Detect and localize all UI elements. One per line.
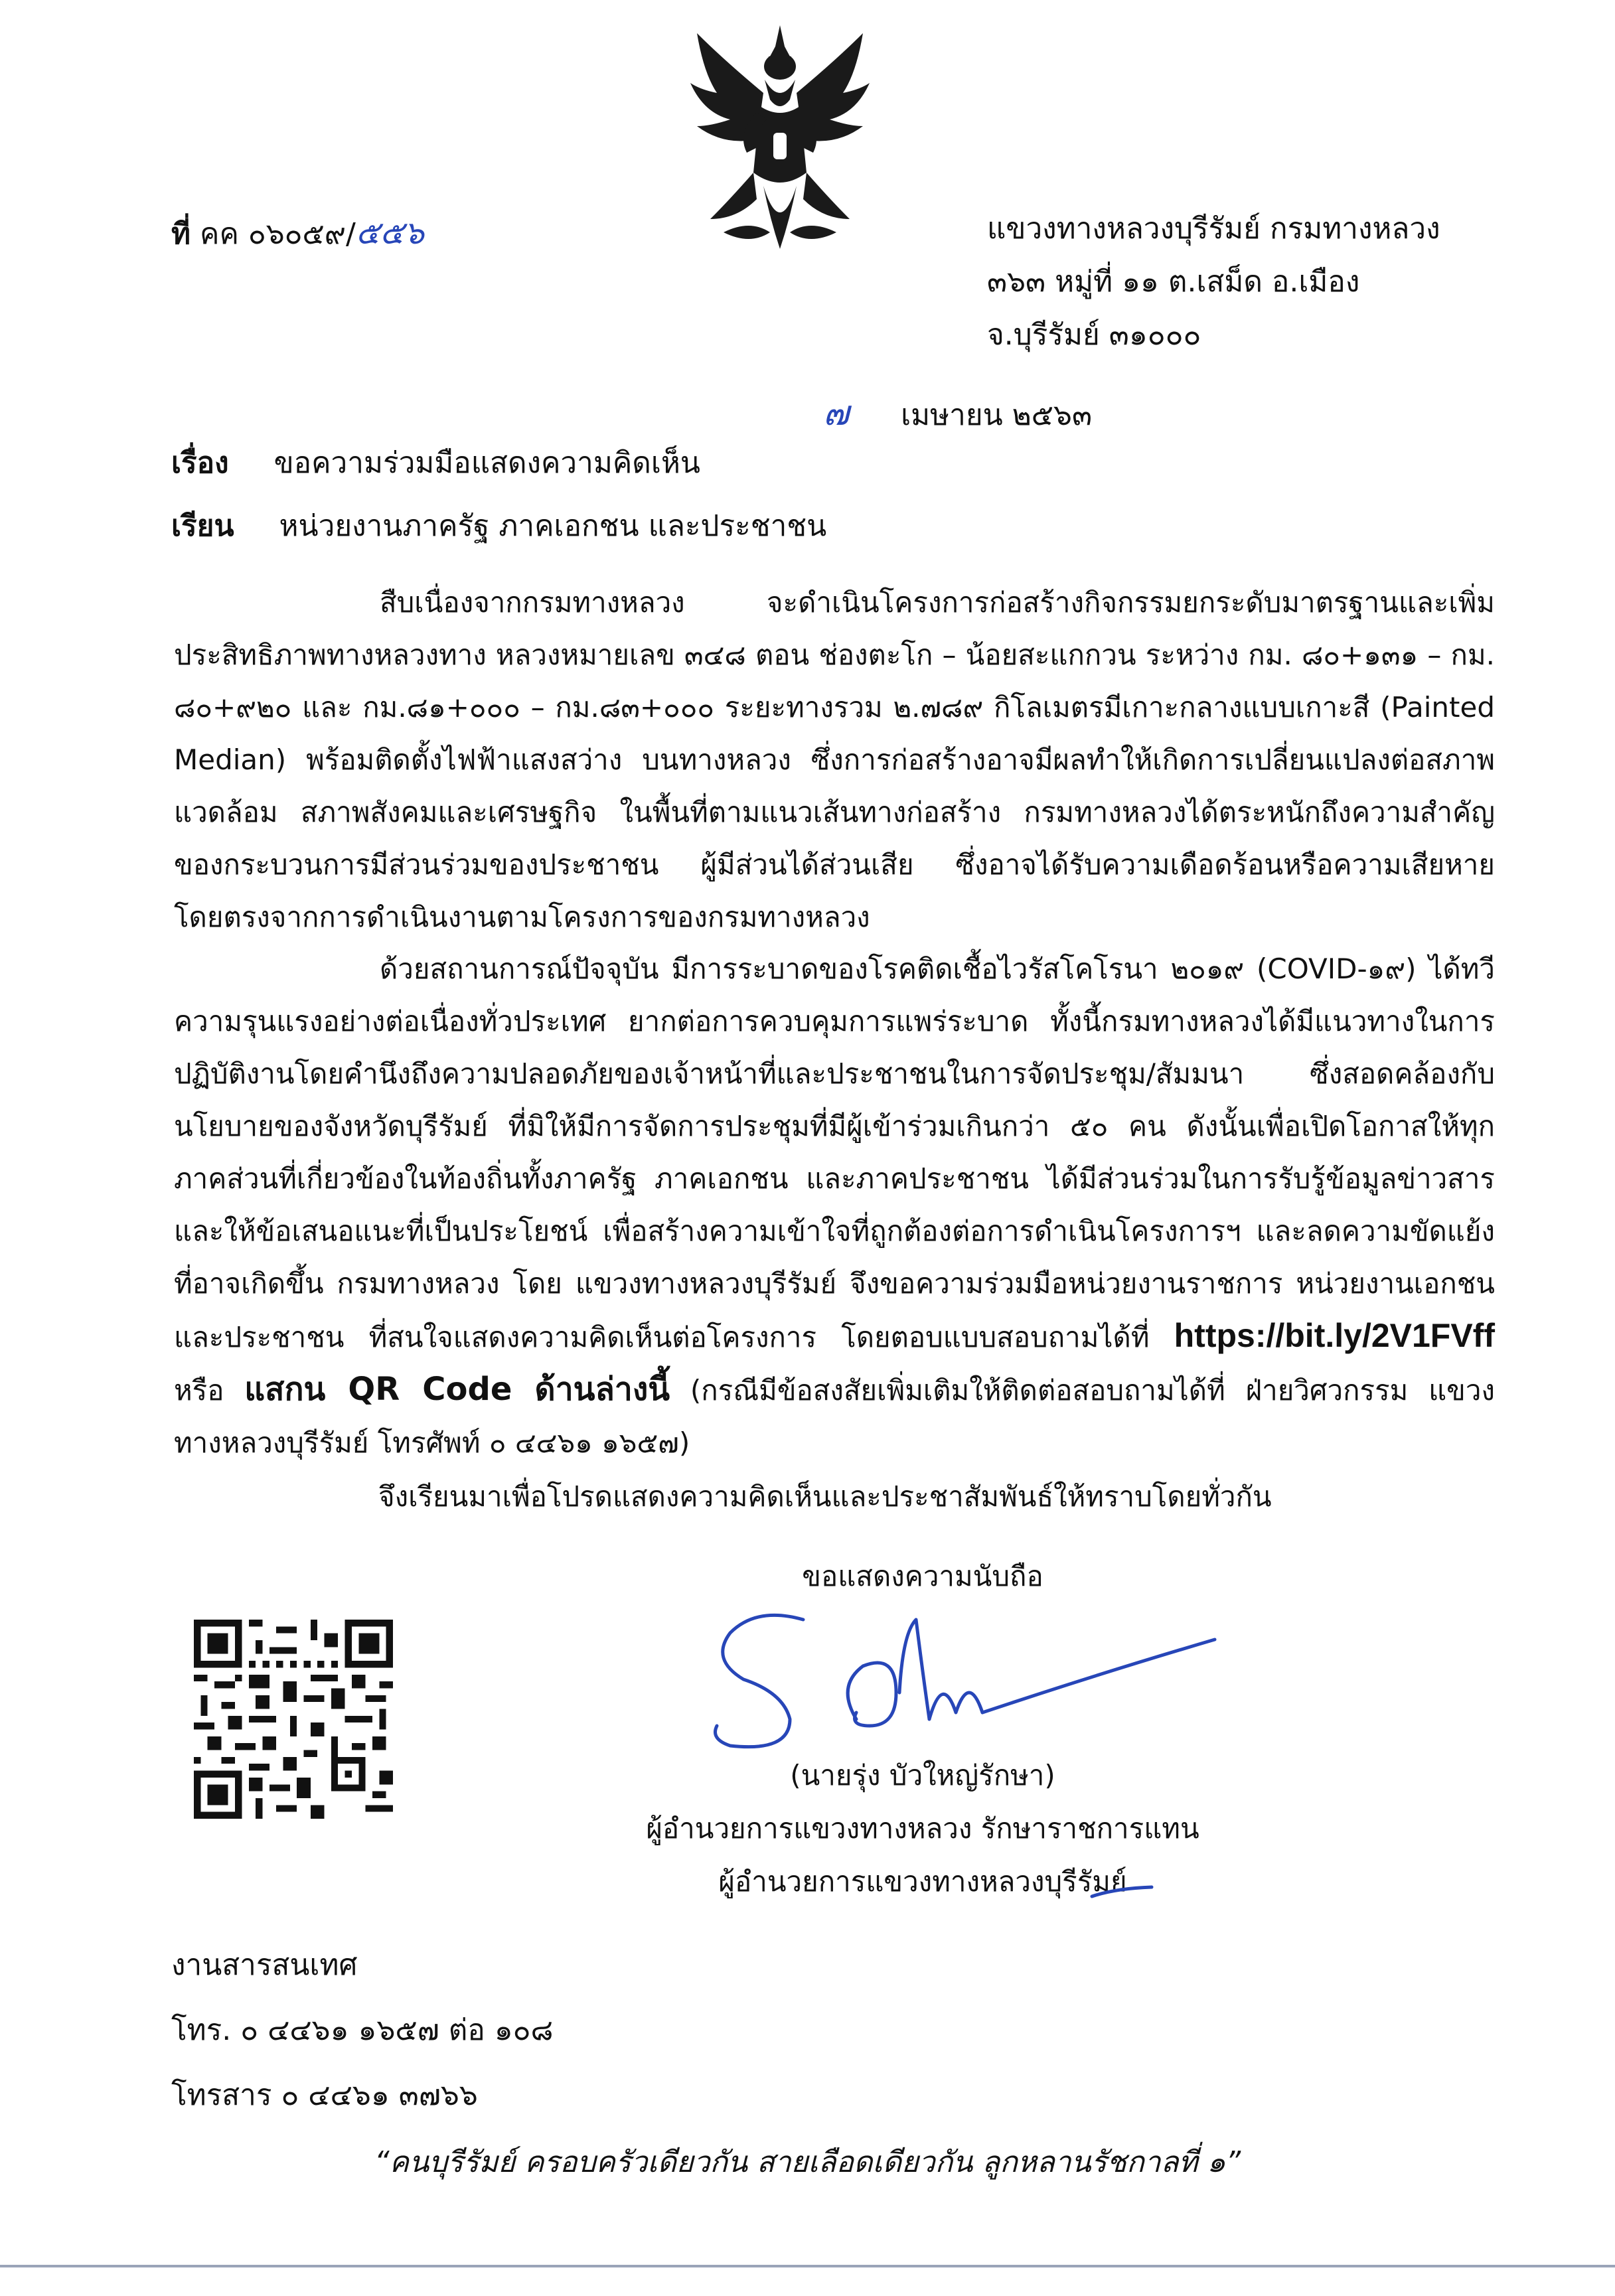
qr-code-icon[interactable] xyxy=(194,1620,393,1819)
motto: “คนบุรีรัมย์ ครอบครัวเดียวกัน สายเลือดเดียวกัน ลูกหลานรัชกาลที่ ๑” xyxy=(374,2145,1241,2179)
reference-label: ที่ xyxy=(171,217,191,251)
org-address xyxy=(987,202,1440,362)
paragraph-2-or: หรือ xyxy=(174,1374,245,1407)
org-line-3: จ.บุรีรัมย์ ๓๑๐๐๐ xyxy=(987,318,1201,352)
recipient-text: หน่วยงานภาครัฐ ภาคเอกชน และประชาชน xyxy=(279,509,827,543)
recipient-line xyxy=(171,502,826,549)
contact-fax: โทรสาร ๐ ๔๔๖๑ ๓๗๖๖ xyxy=(171,2078,478,2112)
date-day-handwritten: ๗ xyxy=(823,394,850,433)
subject-label: เรื่อง xyxy=(171,446,229,480)
reference-number xyxy=(171,208,424,258)
body-paragraph-1 xyxy=(174,576,1495,943)
page-bottom-border xyxy=(0,2265,1615,2267)
garuda-emblem-icon xyxy=(684,20,876,259)
contact-unit: งานสารสนเทศ xyxy=(171,1948,358,1982)
body-paragraph-2 xyxy=(174,943,1495,1469)
subject-text: ขอความร่วมมือแสดงความคิดเห็น xyxy=(273,446,700,480)
body-paragraph-3: จึงเรียนมาเพื่อโปรดแสดงความคิดเห็นและประชาสัมพันธ์ให้ทราบโดยทั่วกัน xyxy=(378,1480,1272,1513)
survey-link[interactable]: https://bit.ly/2V1FVff xyxy=(1174,1317,1495,1354)
recipient-label: เรียน xyxy=(171,509,234,543)
paragraph-1-text: สืบเนื่องจากกรมทางหลวง จะดำเนินโครงการก่อสร้างกิจกรรมยกระดับมาตรฐานและเพิ่มประสิทธิภาพทางหลวงทาง หลวงหมายเลข ๓๔๘ ตอน ช่องตะโก – น้อยสะแกกวน ระหว่าง กม. ๘๐+๑๓๑ – กม. ๘๐+๙๒๐ และ กม.๘๑+๐๐๐ – กม.๘๓+๐๐๐ ระยะทางรวม ๒.๗๘๙ กิโลเมตรมีเกาะกลางแบบเกาะสี (Painted Median) พร้อมติดตั้งไฟฟ้าแสงสว่าง บนทางหลวง ซึ่งการก่อสร้างอาจมีผลทำให้เกิดการเปลี่ยนแปลงต่อสภาพแวดล้อม สภาพสังคมและเศรษฐกิจ ในพื้นที่ตามแนวเส้นทางก่อสร้าง กรมทางหลวงได้ตระหนักถึงความสำคัญของกระบวนการมีส่วนร่วมของประชาชน ผู้มีส่วนได้ส่วนเสีย ซึ่งอาจได้รับความเดือดร้อนหรือความเสียหายโดยตรงจากการดำเนินงานตามโครงการของกรมทางหลวง xyxy=(174,586,1495,933)
date-month-year: เมษายน ๒๕๖๓ xyxy=(901,398,1093,432)
reference-code: คค ๐๖๐๕๙/ xyxy=(200,217,356,251)
signer-title-1: ผู้อำนวยการแขวงทางหลวง รักษาราชการแทน xyxy=(646,1812,1199,1845)
signer-title-2: ผู้อำนวยการแขวงทางหลวงบุรีรัมย์ xyxy=(718,1865,1127,1898)
contact-block xyxy=(171,1933,553,2128)
subject-line xyxy=(171,439,700,486)
letter-date xyxy=(823,385,1092,440)
org-line-2: ๓๖๓ หมู่ที่ ๑๑ ต.เสม็ด อ.เมือง xyxy=(987,265,1360,299)
handwritten-mark-icon xyxy=(1089,1875,1155,1902)
org-line-1: แขวงทางหลวงบุรีรัมย์ กรมทางหลวง xyxy=(987,212,1440,246)
paragraph-2-contact: (กรณีมีข้อสงสัยเพิ่มเติมให้ติดต่อสอบถามได้ที่ ฝ่ายวิศวกรรม แขวงทางหลวงบุรีรัมย์ โทรศัพท์ ๐ ๔๔๖๑ ๑๖๕๗) xyxy=(174,1374,1495,1459)
paragraph-2-main: ด้วยสถานการณ์ปัจจุบัน มีการระบาดของโรคติดเชื้อไวรัสโคโรนา ๒๐๑๙ (COVID-๑๙) ได้ทวีความรุนแรงอย่างต่อเนื่องทั่วประเทศ ยากต่อการควบคุมการแพร่ระบาด ทั้งนี้กรมทางหลวงได้มีแนวทางในการปฏิบัติงานโดยคำนึงถึงความปลอดภัยของเจ้าหน้าที่และประชาชนในการจัดประชุม/สัมมนา ซึ่งสอดคล้องกับนโยบายของจังหวัดบุรีรัมย์ ที่มิให้มีการจัดการประชุมที่มีผู้เข้าร่วมเกินกว่า ๕๐ คน ดังนั้นเพื่อเปิดโอกาสให้ทุกภาคส่วนที่เกี่ยวข้องในท้องถิ่นทั้งภาครัฐ ภาคเอกชน และภาคประชาชน ได้มีส่วนร่วมในการรับรู้ข้อมูลข่าวสารและให้ข้อเสนอแนะที่เป็นประโยชน์ เพื่อสร้างความเข้าใจที่ถูกต้องต่อการดำเนินโครงการฯ และลดความขัดแย้งที่อาจเกิดขึ้น กรมทางหลวง โดย แขวงทางหลวงบุรีรัมย์ จึงขอความร่วมมือหน่วยงานราชการ หน่วยงานเอกชน และประชาชน ที่สนใจแสดงความคิดเห็นต่อโครงการ โดยตอบแบบสอบถามได้ที่ xyxy=(174,953,1495,1353)
qr-instruction: แสกน QR Code ด้านล่างนี้ xyxy=(244,1371,670,1408)
paragraph-2-text xyxy=(174,943,1495,1469)
signature-icon xyxy=(704,1593,1221,1766)
contact-phone: โทร. ๐ ๔๔๖๑ ๑๖๕๗ ต่อ ๑๐๘ xyxy=(171,2013,554,2047)
signer-name: (นายรุ่ง บัวใหญ่รักษา) xyxy=(790,1759,1055,1792)
closing-salutation: ขอแสดงความนับถือ xyxy=(802,1560,1043,1592)
reference-handwritten: ๕๕๖ xyxy=(355,214,424,252)
